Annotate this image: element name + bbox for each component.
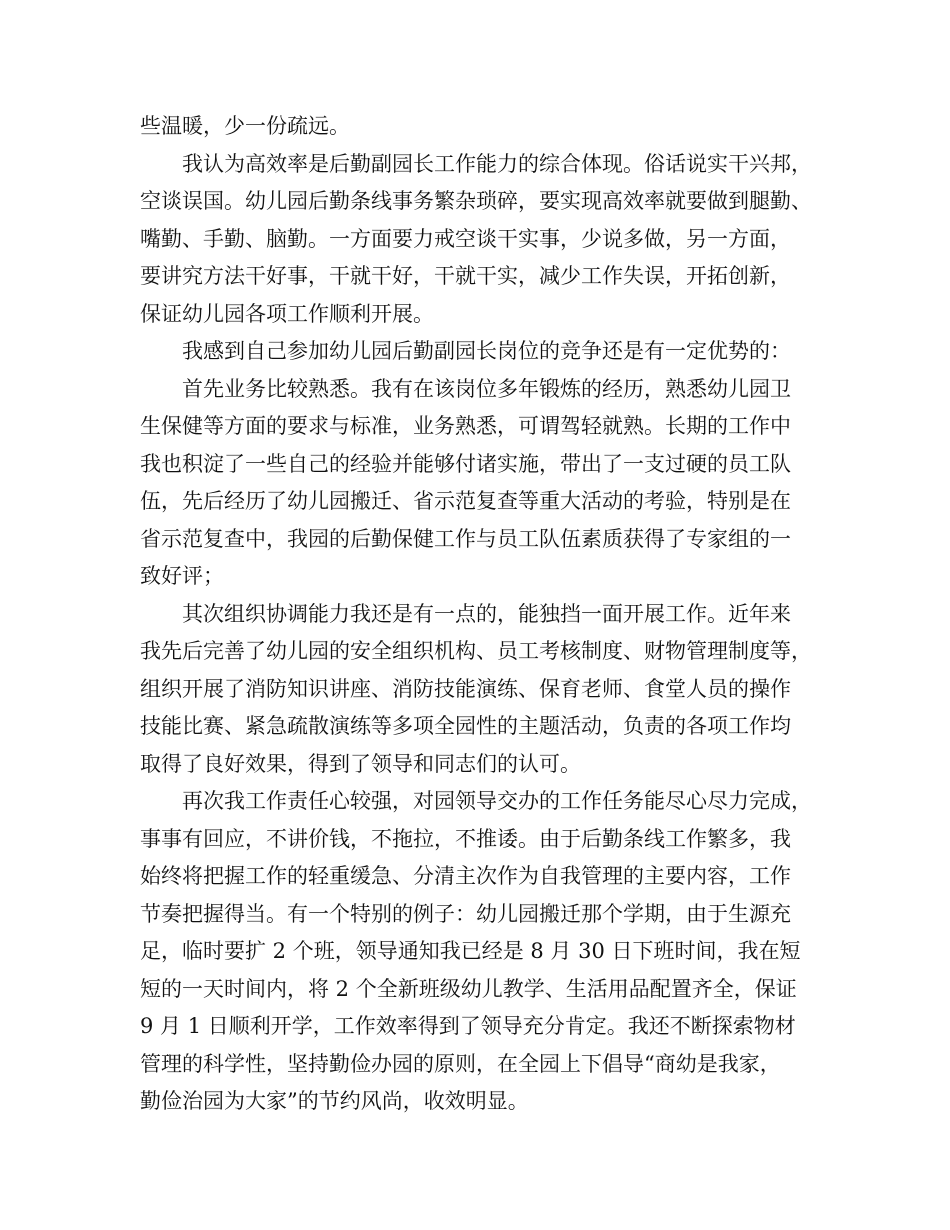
text-line: 技能比赛、紧急疏散演练等多项全园性的主题活动，负责的各项工作均 (140, 714, 791, 738)
text-line: 其次组织协调能力我还是有一点的，能独挡一面开展工作。近年来 (182, 601, 791, 626)
text-line: 要讲究方法干好事，干就干好，干就干实，减少工作失误，开拓创新， (140, 264, 791, 288)
text-line: 再次我工作责任心较强，对园领导交办的工作任务能尽心尽力完成， (182, 789, 812, 813)
text-line: 我先后完善了幼儿园的安全组织机构、员工考核制度、财物管理制度等， (140, 639, 812, 663)
text-line: 事事有回应，不讲价钱，不拖拉，不推诿。由于后勤条线工作繁多，我 (140, 826, 791, 851)
text-line: 勤俭治园为大家”的节约风尚，收效明显。 (140, 1089, 529, 1113)
text-line: 节奏把握得当。有一个特别的例子：幼儿园搬迁那个学期，由于生源充 (140, 901, 791, 926)
text-line: 足，临时要扩 2 个班，领导通知我已经是 8 月 30 日下班时间，我在短 (140, 939, 801, 963)
text-line: 保证幼儿园各项工作顺利开展。 (140, 301, 434, 326)
text-line: 9 月 1 日顺利开学，工作效率得到了领导充分肯定。我还不断探索物材 (140, 1014, 796, 1038)
text-line: 省示范复查中，我园的后勤保健工作与员工队伍素质获得了专家组的一 (140, 526, 791, 551)
text-line: 组织开展了消防知识讲座、消防技能演练、保育老师、食堂人员的操作 (140, 676, 791, 701)
text-line: 取得了良好效果，得到了领导和同志们的认可。 (140, 751, 581, 776)
text-line: 嘴勤、手勤、脑勤。一方面要力戒空谈干实事，少说多做，另一方面， (140, 226, 791, 251)
text-line: 些温暖，少一份疏远。 (140, 114, 350, 138)
text-line: 致好评； (140, 564, 224, 588)
text-line: 始终将把握工作的轻重缓急、分清主次作为自我管理的主要内容，工作 (140, 864, 791, 888)
text-line: 我也积淀了一些自己的经验并能够付诸实施，带出了一支过硬的员工队 (140, 451, 791, 476)
text-line: 空谈误国。幼儿园后勤条线事务繁杂琐碎，要实现高效率就要做到腿勤、 (140, 189, 812, 213)
document-body (140, 108, 830, 1121)
text-line: 我感到自己参加幼儿园后勤副园长岗位的竞争还是有一定优势的： (182, 339, 791, 363)
text-line: 短的一天时间内，将 2 个全新班级幼儿教学、生活用品配置齐全，保证 (140, 976, 797, 1001)
text-line: 生保健等方面的要求与标准，业务熟悉，可谓驾轻就熟。长期的工作中 (140, 414, 791, 438)
text-line: 我认为高效率是后勤副园长工作能力的综合体现。俗话说实干兴邦， (182, 151, 812, 176)
text-line: 管理的科学性，坚持勤俭办园的原则，在全园上下倡导“商幼是我家， (140, 1051, 781, 1076)
text-line: 首先业务比较熟悉。我有在该岗位多年锻炼的经历，熟悉幼儿园卫 (182, 376, 791, 401)
text-line: 伍，先后经历了幼儿园搬迁、省示范复查等重大活动的考验，特别是在 (140, 489, 791, 513)
